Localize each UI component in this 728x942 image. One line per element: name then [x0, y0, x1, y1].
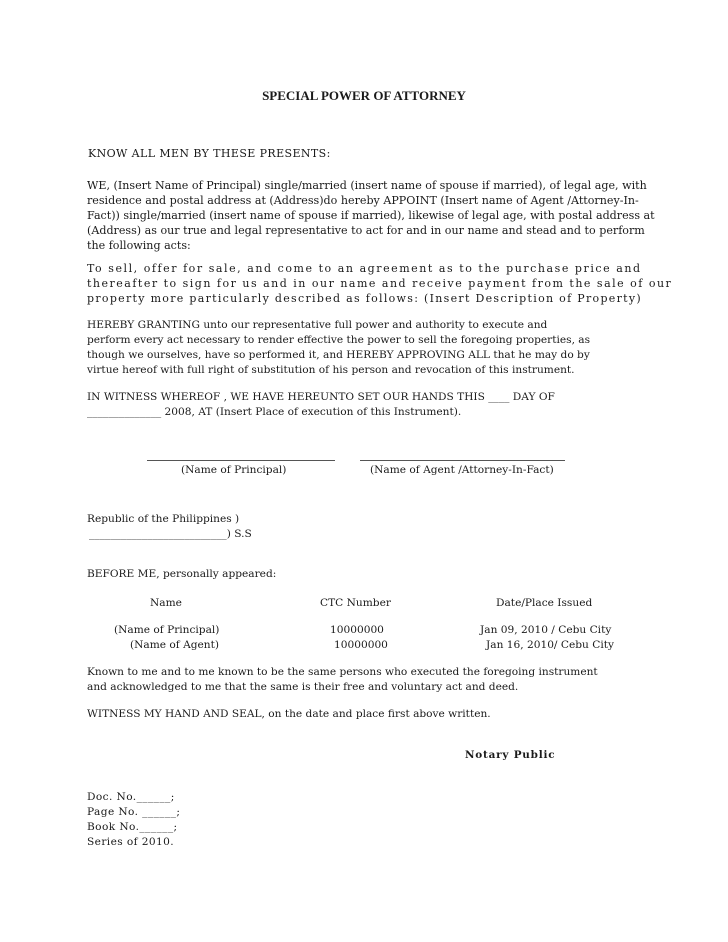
agent-signature-label: (Name of Agent /Attorney-In-Fact) [370, 464, 554, 476]
know-all-heading: KNOW ALL MEN BY THESE PRESENTS: [88, 147, 331, 160]
table-cell: 10000000 [334, 639, 388, 651]
table-header-name: Name [150, 597, 182, 609]
series-year: Series of 2010. [87, 836, 175, 848]
table-header-date: Date/Place Issued [496, 597, 593, 609]
venue-line: Republic of the Philippines ) [87, 513, 240, 525]
before-me-heading: BEFORE ME, personally appeared: [87, 568, 277, 580]
paragraph-line: Known to me and to me known to be the same persons who executed the foregoing instrument [87, 666, 598, 678]
paragraph-line: the following acts: [87, 239, 191, 252]
table-cell: Jan 16, 2010/ Cebu City [486, 639, 614, 651]
page-number: Page No. ______; [87, 806, 181, 818]
agent-signature-line [360, 460, 565, 461]
document-title: SPECIAL POWER OF ATTORNEY [262, 88, 466, 103]
principal-signature-line [147, 460, 335, 461]
doc-number: Doc. No.______; [87, 791, 175, 803]
witness-hand-line: WITNESS MY HAND AND SEAL, on the date and place first above written. [87, 708, 491, 720]
table-header-ctc: CTC Number [320, 597, 391, 609]
table-cell: (Name of Principal) [114, 624, 220, 636]
paragraph-line: virtue hereof with full right of substitution of his person and revocation of this instrument. [87, 364, 575, 376]
paragraph-line: IN WITNESS WHEREOF , WE HAVE HEREUNTO SET OUR HANDS THIS ____ DAY OF [87, 391, 555, 403]
paragraph-line: perform every act necessary to render effective the power to sell the foregoing properties, as [87, 334, 591, 346]
table-cell: Jan 09, 2010 / Cebu City [480, 624, 612, 636]
principal-signature-label: (Name of Principal) [181, 464, 287, 476]
paragraph-line: property more particularly described as follows: (Insert Description of Property) [87, 292, 642, 305]
paragraph-line: To sell, offer for sale, and come to an agreement as to the purchase price and [87, 262, 642, 275]
paragraph-line: Fact)) single/married (insert name of spouse if married), likewise of legal age, with postal address at [87, 209, 655, 222]
paragraph-line: thereafter to sign for us and in our name and receive payment from the sale of our [87, 277, 673, 290]
notary-public-label: Notary Public [465, 749, 556, 761]
paragraph-line: and acknowledged to me that the same is their free and voluntary act and deed. [87, 681, 519, 693]
paragraph-line: ______________ 2008, AT (Insert Place of execution of this Instrument). [87, 406, 462, 418]
paragraph-line: residence and postal address at (Address)do hereby APPOINT (Insert name of Agent /Attorney-In- [87, 194, 639, 207]
paragraph-line: WE, (Insert Name of Principal) single/married (insert name of spouse if married), of legal age, with [87, 179, 647, 192]
paragraph-line: HEREBY GRANTING unto our representative full power and authority to execute and [87, 319, 548, 331]
table-cell: 10000000 [330, 624, 384, 636]
paragraph-line: (Address) as our true and legal representative to act for and in our name and stead and to perform [87, 224, 645, 237]
table-cell: (Name of Agent) [130, 639, 219, 651]
book-number: Book No.______; [87, 821, 178, 833]
venue-line: __________________________) S.S [89, 528, 252, 540]
paragraph-line: though we ourselves, have so performed it, and HEREBY APPROVING ALL that he may do by [87, 349, 590, 361]
